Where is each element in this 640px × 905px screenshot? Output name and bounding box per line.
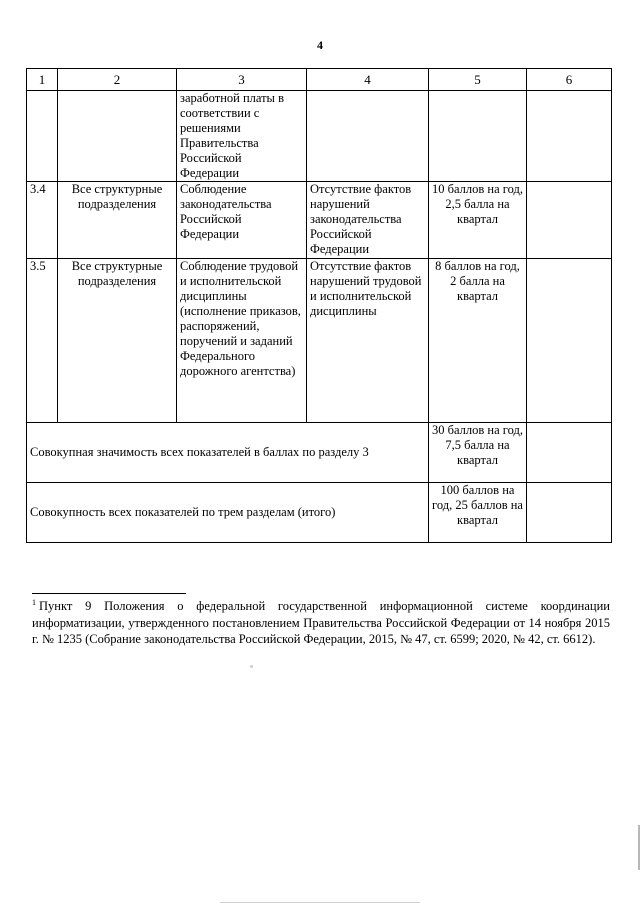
- table-header-row: [27, 69, 612, 91]
- header-col-4: 4: [307, 69, 429, 91]
- total-score: 100 баллов на год, 25 баллов на квартал: [429, 483, 527, 543]
- cell-empty: [58, 91, 177, 182]
- cell-criterion: Отсутствие фактов нарушений трудовой и исполнительской дисциплины: [307, 259, 429, 423]
- indicators-table: [26, 68, 612, 543]
- cell-empty: [527, 91, 612, 182]
- cell-empty: [429, 91, 527, 182]
- total-label: Совокупная значимость всех показателей в баллах по разделу 3: [27, 423, 429, 483]
- scan-speck: [250, 665, 253, 668]
- cell-criterion: Отсутствие фактов нарушений законодательства Российской Федерации: [307, 182, 429, 259]
- cell-note: [527, 182, 612, 259]
- cell-empty: [307, 91, 429, 182]
- cell-indicator: Соблюдение трудовой и исполнительской дисциплины (исполнение приказов, распоряжений, поручений и заданий Федерального дорожного агентства): [177, 259, 307, 423]
- table-total-row: [27, 423, 612, 483]
- page-number: 4: [317, 38, 323, 52]
- total-note: [527, 423, 612, 483]
- footnote-text: Пункт 9 Положения о федеральной государственной информационной системе координации информатизации, утвержденного постановлением Правительства Российской Федерации от 14 ноября 2015 г. № 1235 (Собрание законодательства Российской Федерации, 2015, № 47, ст. 6599; 2020, № 42, ст. 6612).: [32, 599, 610, 646]
- cell-division: Все структурные подразделения: [58, 259, 177, 423]
- total-label: Совокупность всех показателей по трем разделам (итого): [27, 483, 429, 543]
- footnote: [32, 598, 610, 648]
- cell-score: 10 баллов на год, 2,5 балла на квартал: [429, 182, 527, 259]
- cell-number: 3.5: [27, 259, 58, 423]
- header-col-2: 2: [58, 69, 177, 91]
- cell-division: Все структурные подразделения: [58, 182, 177, 259]
- total-score: 30 баллов на год, 7,5 балла на квартал: [429, 423, 527, 483]
- cell-empty: [27, 91, 58, 182]
- header-col-6: 6: [527, 69, 612, 91]
- total-note: [527, 483, 612, 543]
- table-total-row: [27, 483, 612, 543]
- cell-indicator: Соблюдение законодательства Российской Федерации: [177, 182, 307, 259]
- footnote-separator: [32, 593, 186, 594]
- header-col-5: 5: [429, 69, 527, 91]
- footnote-marker: 1: [32, 598, 36, 607]
- header-col-3: 3: [177, 69, 307, 91]
- table-row: [27, 182, 612, 259]
- cell-score: 8 баллов на год, 2 балла на квартал: [429, 259, 527, 423]
- cell-number: 3.4: [27, 182, 58, 259]
- table-row-continuation: [27, 91, 612, 182]
- table-row: [27, 259, 612, 423]
- cell-note: [527, 259, 612, 423]
- scan-bottom-line: [220, 902, 420, 903]
- cell-indicator: заработной платы в соответствии с решениями Правительства Российской Федерации: [177, 91, 307, 182]
- header-col-1: 1: [27, 69, 58, 91]
